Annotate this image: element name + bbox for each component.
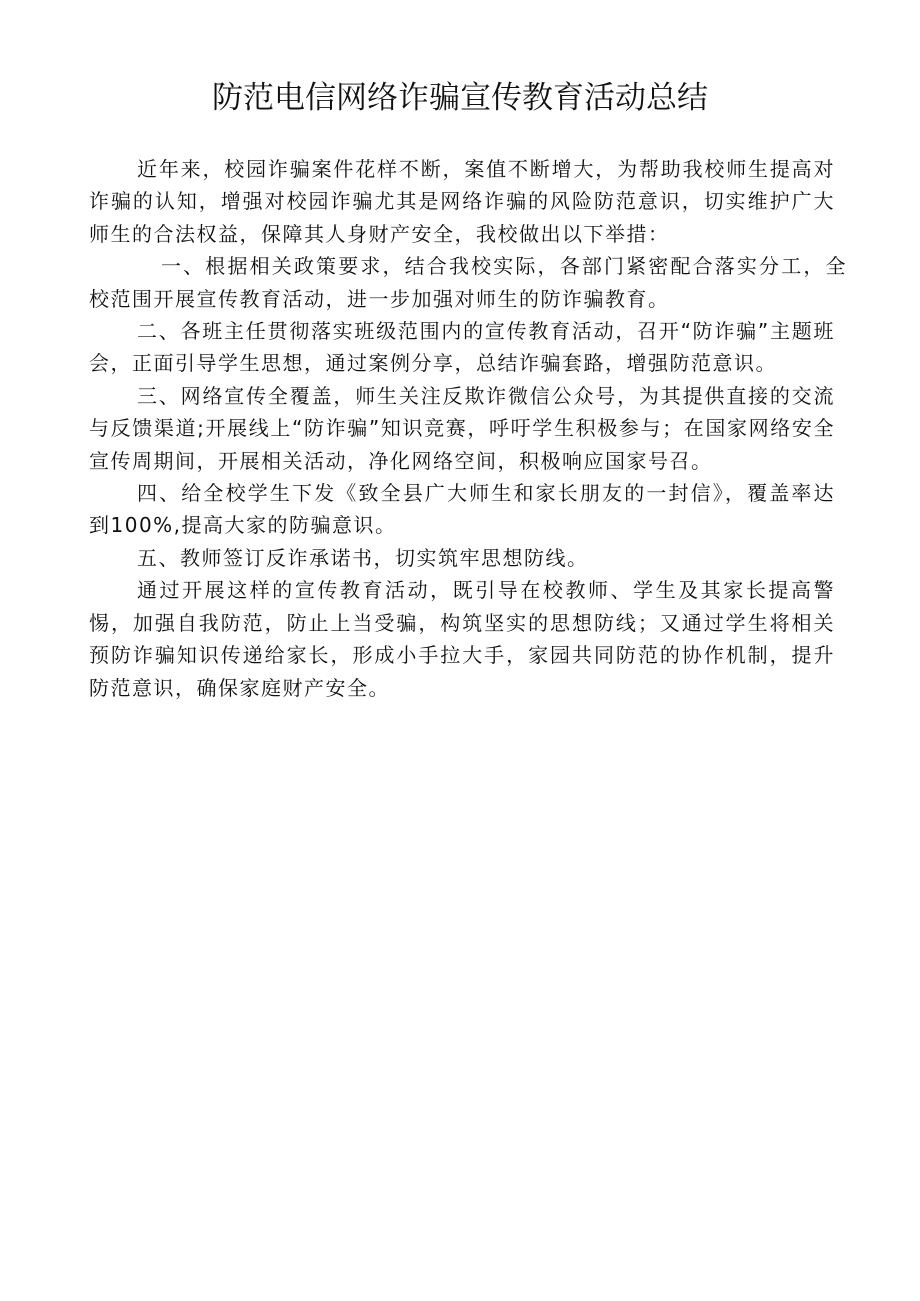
document-title: 防范电信网络诈骗宣传教育活动总结 [212, 80, 708, 116]
paragraph-measure-2: 二、各班主任贯彻落实班级范围内的宣传教育活动，召开“防诈骗”主题班会，正面引导学生思想，通过案例分享，总结诈骗套路，增强防范意识。 [89, 319, 835, 376]
paragraph-intro: 近年来，校园诈骗案件花样不断，案值不断增大，为帮助我校师生提高对诈骗的认知，增强对校园诈骗尤其是网络诈骗的风险防范意识，切实维护广大师生的合法权益，保障其人身财产安全，我校做出以下举措： [89, 157, 835, 246]
paragraph-conclusion: 通过开展这样的宣传教育活动，既引导在校教师、学生及其家长提高警惕，加强自我防范，防止上当受骗，构筑坚实的思想防线；又通过学生将相关预防诈骗知识传递给家长，形成小手拉大手，家园共同防范的协作机制，提升防范意识，确保家庭财产安全。 [89, 578, 835, 700]
paragraph-measure-4: 四、给全校学生下发《致全县广大师生和家长朋友的一封信》，覆盖率达到100%,提高大家的防骗意识。 [89, 481, 835, 538]
document-body [89, 153, 847, 704]
paragraph-measure-5: 五、教师签订反诈承诺书，切实筑牢思想防线。 [137, 545, 589, 570]
paragraph-measure-1: 一、根据相关政策要求，结合我校实际，各部门紧密配合落实分工，全校范围开展宣传教育活动，进一步加强对师生的防诈骗教育。 [89, 254, 847, 311]
paragraph-measure-3: 三、网络宣传全覆盖，师生关注反欺诈微信公众号，为其提供直接的交流与反馈渠道;开展线上“防诈骗”知识竞赛，呼吁学生积极参与；在国家网络安全宣传周期间，开展相关活动，净化网络空间，积极响应国家号召。 [89, 383, 835, 473]
